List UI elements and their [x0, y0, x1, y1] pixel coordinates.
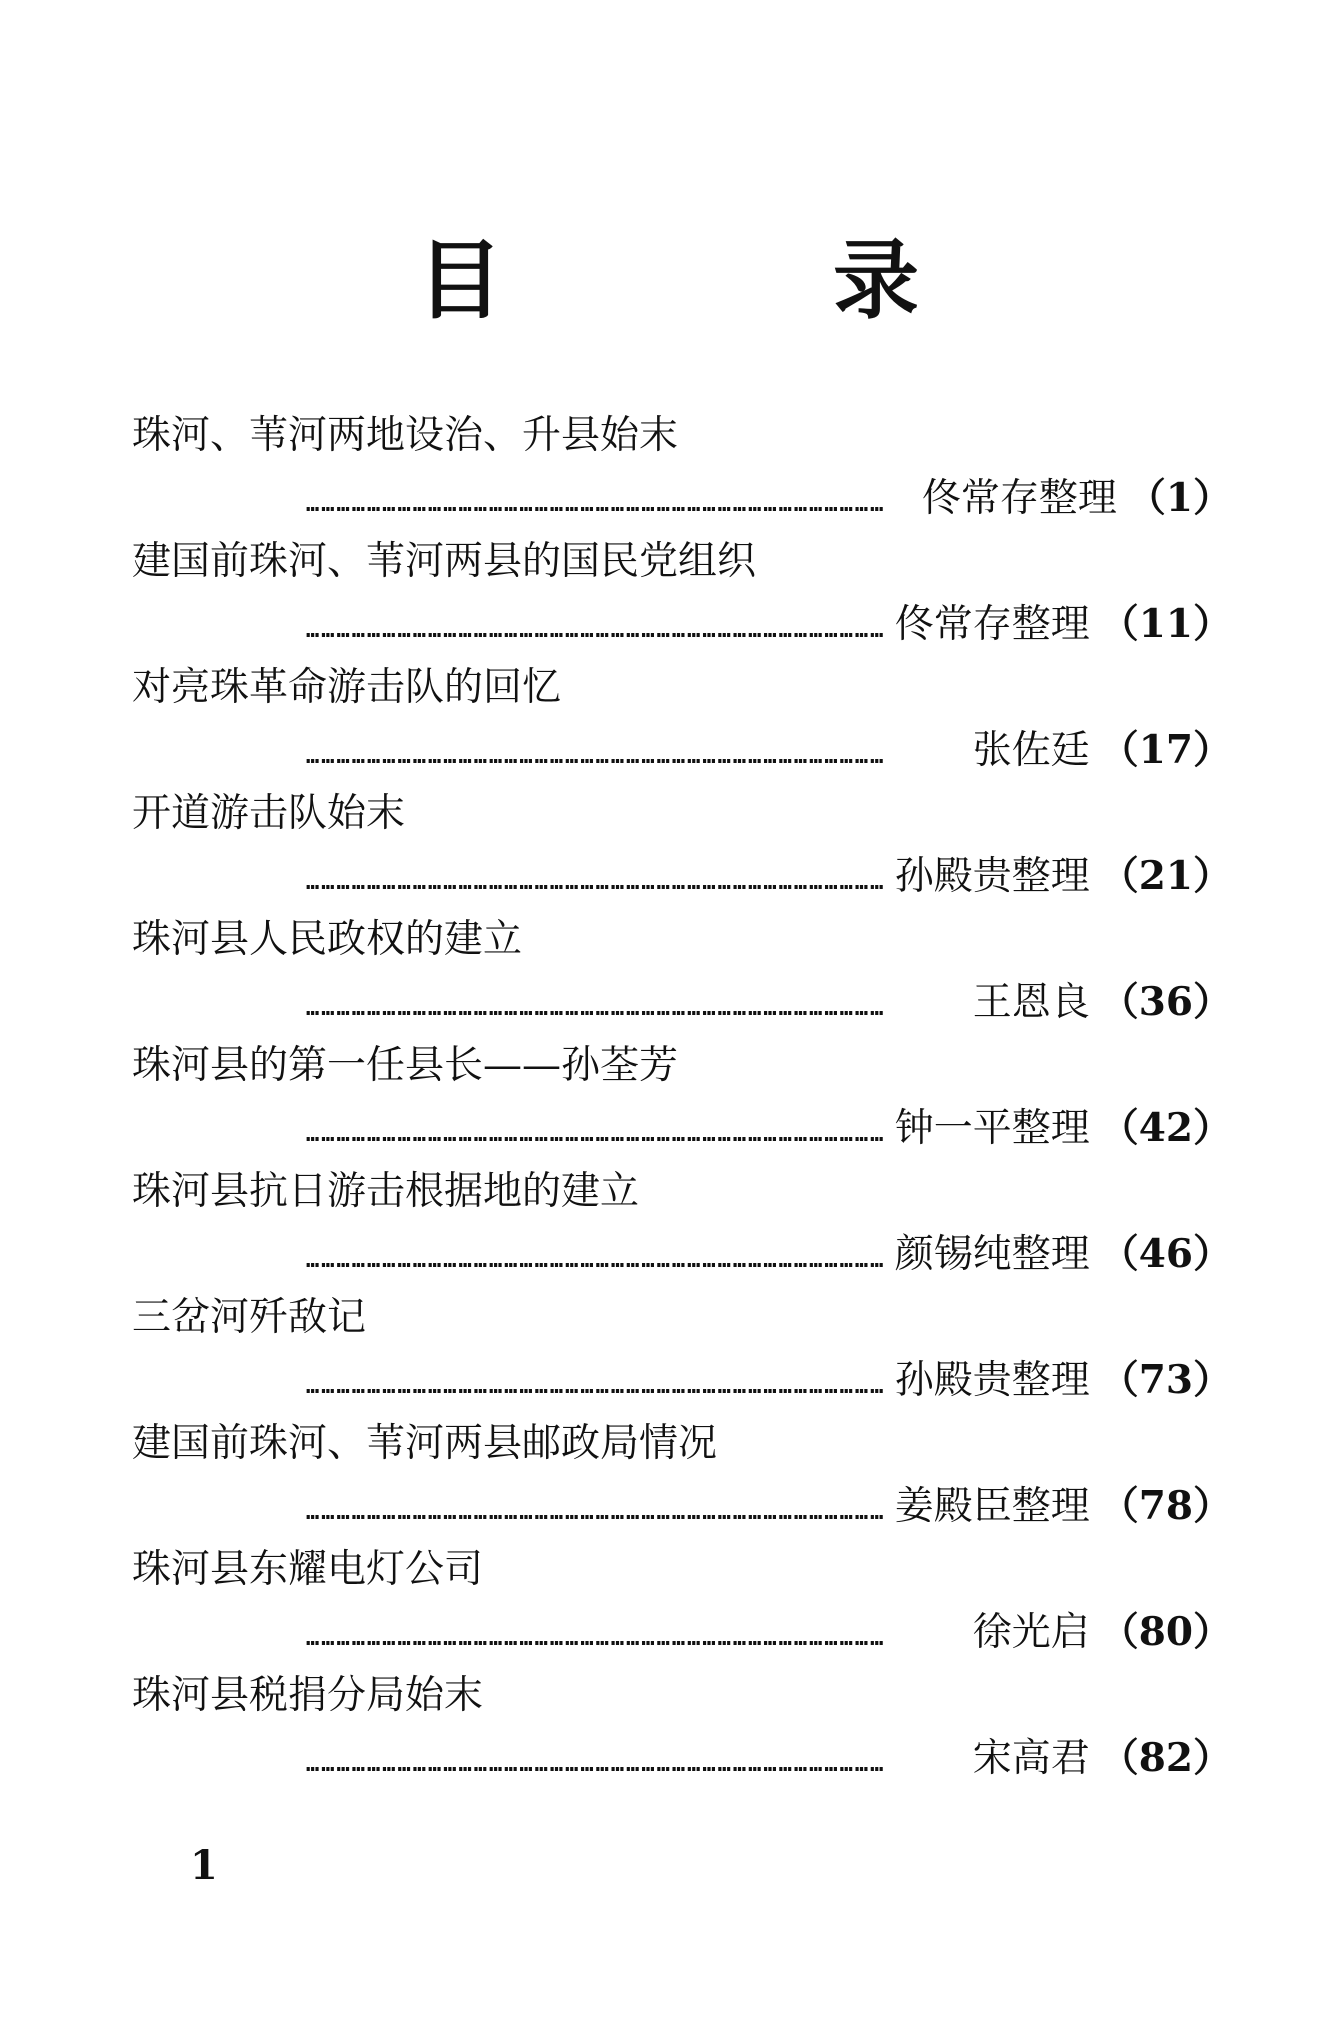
- entry-title: 开道游击队始末: [132, 791, 406, 836]
- entry-author: 孙殿贵整理: [894, 854, 1090, 899]
- entry-line: [306, 1730, 1232, 1786]
- toc-entry: [132, 786, 1232, 912]
- entry-author: 王恩良: [972, 980, 1090, 1025]
- entry-author: 佟常存整理: [921, 476, 1117, 521]
- entry-line: [306, 1100, 1232, 1156]
- entry-line: [306, 974, 1232, 1030]
- dot-leader: ……………………………………………………………………………………………………: [306, 1248, 886, 1273]
- entry-author: 孙殿贵整理: [894, 1358, 1090, 1403]
- entry-page: （1）: [1126, 475, 1232, 521]
- dot-leader: ……………………………………………………………………………………………………: [306, 1752, 886, 1777]
- toc-entry: [132, 1668, 1232, 1794]
- dot-leader: ……………………………………………………………………………………………………: [306, 1122, 886, 1147]
- entry-line: [306, 1352, 1232, 1408]
- dot-leader: ……………………………………………………………………………………………………: [306, 1500, 886, 1525]
- entry-title: 珠河县东耀电灯公司: [132, 1547, 484, 1592]
- toc-entry: [132, 912, 1232, 1038]
- entry-page: （21）: [1099, 853, 1232, 899]
- entry-line: [306, 722, 1232, 778]
- page-number: 1: [190, 1842, 218, 1889]
- page-title: 目 录: [417, 231, 1069, 331]
- entry-page: （46）: [1099, 1231, 1232, 1277]
- toc-entry: [132, 408, 1232, 534]
- dot-leader: ……………………………………………………………………………………………………: [306, 870, 886, 895]
- entry-title: 珠河县税捐分局始末: [132, 1673, 484, 1718]
- toc-entry: [132, 1038, 1232, 1164]
- dot-leader: ……………………………………………………………………………………………………: [306, 492, 886, 517]
- entry-author: 钟一平整理: [894, 1106, 1090, 1151]
- entry-title: 建国前珠河、苇河两县邮政局情况: [132, 1421, 718, 1466]
- entry-author: 颜锡纯整理: [894, 1232, 1090, 1277]
- entry-page: （17）: [1099, 727, 1232, 773]
- dot-leader: ……………………………………………………………………………………………………: [306, 1374, 886, 1399]
- toc-entry: [132, 1164, 1232, 1290]
- entry-author: 宋高君: [972, 1736, 1090, 1781]
- entry-page: （42）: [1099, 1105, 1232, 1151]
- entry-line: [306, 470, 1232, 526]
- entry-page: （73）: [1099, 1357, 1232, 1403]
- entry-title: 珠河县抗日游击根据地的建立: [132, 1169, 640, 1214]
- entry-title: 三岔河歼敌记: [132, 1295, 367, 1340]
- entry-page: （78）: [1099, 1483, 1232, 1529]
- entry-title: 珠河县人民政权的建立: [132, 917, 523, 962]
- entry-page: （80）: [1099, 1609, 1232, 1655]
- entry-line: [306, 848, 1232, 904]
- toc-entry: [132, 1542, 1232, 1668]
- entry-title: 建国前珠河、苇河两县的国民党组织: [132, 539, 757, 584]
- entry-line: [306, 1478, 1232, 1534]
- dot-leader: ……………………………………………………………………………………………………: [306, 618, 886, 643]
- table-of-contents: [132, 408, 1232, 1794]
- toc-entry: [132, 1290, 1232, 1416]
- entry-title: 珠河、苇河两地设治、升县始末: [132, 413, 679, 458]
- dot-leader: ……………………………………………………………………………………………………: [306, 996, 886, 1021]
- entry-title: 对亮珠革命游击队的回忆: [132, 665, 562, 710]
- entry-page: （36）: [1099, 979, 1232, 1025]
- dot-leader: ……………………………………………………………………………………………………: [306, 1626, 886, 1651]
- toc-entry: [132, 1416, 1232, 1542]
- entry-author: 张佐廷: [972, 728, 1090, 773]
- entry-page: （82）: [1099, 1735, 1232, 1781]
- entry-line: [306, 1226, 1232, 1282]
- entry-line: [306, 596, 1232, 652]
- entry-author: 徐光启: [972, 1610, 1090, 1655]
- entry-author: 姜殿臣整理: [894, 1484, 1090, 1529]
- toc-entry: [132, 534, 1232, 660]
- entry-page: （11）: [1099, 601, 1232, 647]
- entry-author: 佟常存整理: [894, 602, 1090, 647]
- toc-entry: [132, 660, 1232, 786]
- entry-title: 珠河县的第一任县长——孙荃芳: [132, 1043, 679, 1088]
- dot-leader: ……………………………………………………………………………………………………: [306, 744, 886, 769]
- entry-line: [306, 1604, 1232, 1660]
